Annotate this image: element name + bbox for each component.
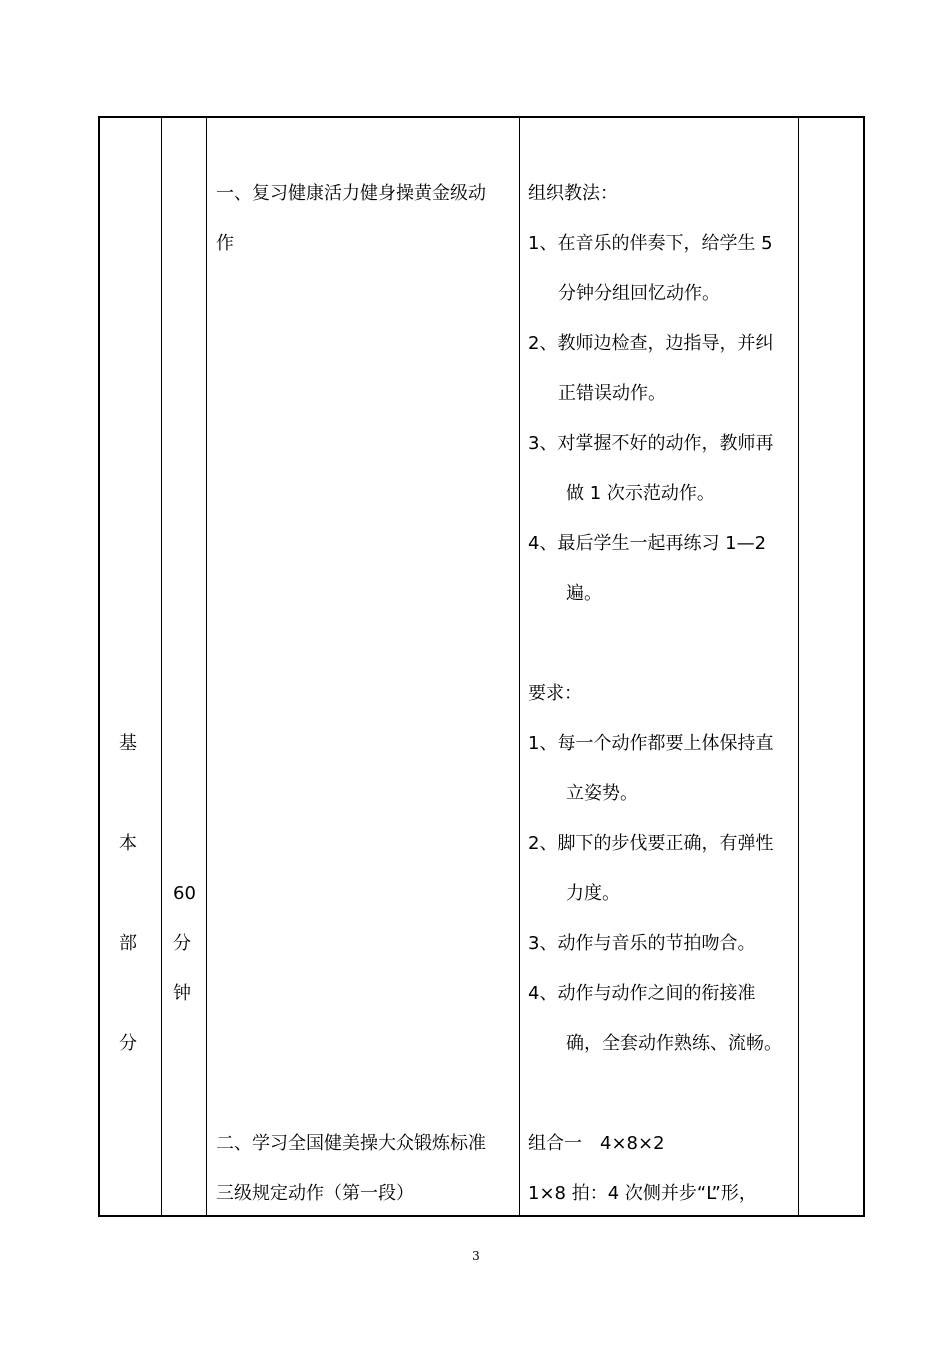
- organization-step: 1、在音乐的伴奏下，给学生 5: [528, 233, 773, 254]
- section-label-char: 分: [119, 1033, 137, 1054]
- requirement-step: 2、脚下的步伐要正确，有弹性: [528, 833, 774, 854]
- section-label-char: 基: [119, 733, 137, 754]
- requirement-step: 1、每一个动作都要上体保持直: [528, 733, 774, 754]
- requirements-heading: 要求：: [528, 683, 582, 704]
- combo-beat-line: 1×8 拍：4 次侧并步“L”形，: [528, 1183, 757, 1204]
- content-item-2-line: 三级规定动作（第一段）: [216, 1183, 414, 1204]
- section-label-char: 部: [119, 933, 137, 954]
- column-divider: [206, 118, 207, 1215]
- organization-step-continued: 做 1 次示范动作。: [566, 483, 715, 504]
- duration-unit-char: 分: [173, 933, 191, 954]
- duration-unit-char: 钟: [173, 983, 191, 1004]
- content-item-1-line: 一、复习健康活力健身操黄金级动: [216, 183, 486, 204]
- content-item-2-line: 二、学习全国健美操大众锻炼标准: [216, 1133, 486, 1154]
- organization-step: 2、教师边检查，边指导，并纠: [528, 333, 774, 354]
- duration-value: 60: [173, 883, 196, 904]
- requirement-step: 3、动作与音乐的节拍吻合。: [528, 933, 756, 954]
- organization-step: 4、最后学生一起再练习 1—2: [528, 533, 767, 554]
- organization-step-continued: 分钟分组回忆动作。: [558, 283, 720, 304]
- organization-step: 3、对掌握不好的动作，教师再: [528, 433, 774, 454]
- organization-heading: 组织教法：: [528, 183, 618, 204]
- organization-step-continued: 遍。: [566, 583, 602, 604]
- column-divider: [519, 118, 520, 1215]
- combo-title: 组合一 4×8×2: [528, 1133, 665, 1154]
- requirement-step-continued: 力度。: [566, 883, 620, 904]
- requirement-step-continued: 确，全套动作熟练、流畅。: [566, 1033, 782, 1054]
- requirement-step: 4、动作与动作之间的衔接准: [528, 983, 756, 1004]
- section-label-char: 本: [119, 833, 137, 854]
- content-item-1-line: 作: [216, 233, 234, 254]
- organization-step-continued: 正错误动作。: [558, 383, 666, 404]
- requirement-step-continued: 立姿势。: [566, 783, 638, 804]
- page-number: 3: [472, 1249, 480, 1263]
- column-divider: [798, 118, 799, 1215]
- column-divider: [161, 118, 162, 1215]
